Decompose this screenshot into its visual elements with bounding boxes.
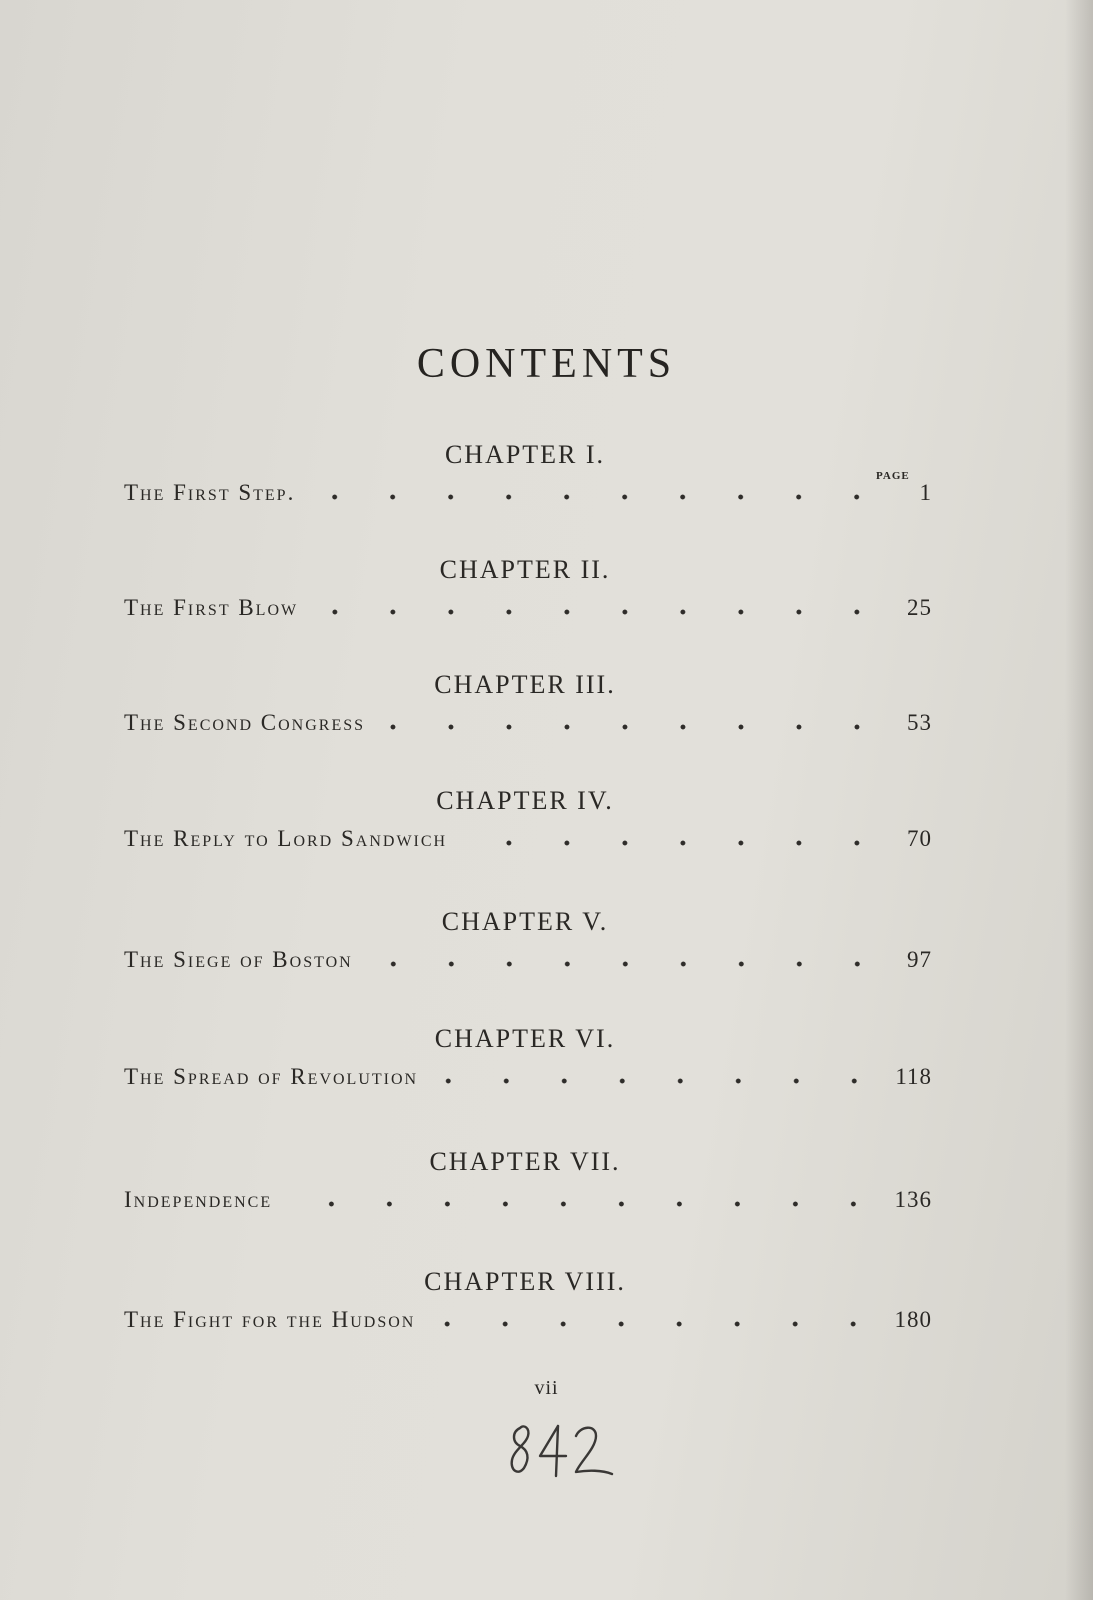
chapter-entry [0,670,1093,760]
dot-leader [438,1078,883,1084]
dot-leader [292,1201,882,1207]
page-folio: vii [534,1377,559,1399]
toc-entry [124,1187,932,1221]
chapter-entry [0,440,1093,530]
toc-entry [124,1064,932,1098]
chapter-entry [0,1024,1093,1114]
dot-leader [318,609,886,615]
dot-leader [315,494,886,500]
entry-title: The Second Congress [124,710,366,735]
chapter-entry [0,786,1093,876]
dot-leader [385,724,886,730]
entry-page-number: 97 [907,947,932,972]
dot-leader [467,840,886,846]
chapter-heading: CHAPTER VI. [434,1024,616,1053]
entry-page-number: 136 [894,1187,932,1212]
chapter-entry [0,907,1093,997]
toc-entry [124,480,932,514]
chapter-heading: CHAPTER V. [441,907,609,936]
entry-title: The Fight for the Hudson [124,1307,416,1332]
chapter-heading: CHAPTER III. [434,670,616,699]
chapter-entry [0,1267,1093,1357]
toc-entry [124,826,932,860]
chapter-heading: CHAPTER IV. [436,786,614,815]
toc-entry [124,1307,932,1341]
dot-leader [435,1321,882,1327]
chapter-entry [0,1147,1093,1237]
entry-page-number: 180 [894,1307,932,1332]
entry-title: The First Blow [124,595,299,620]
entry-title: Independence [124,1187,273,1212]
entry-title: The Spread of Revolution [124,1064,419,1089]
handwritten-number-842 [510,1422,620,1482]
toc-entry [124,595,932,629]
entry-page-number: 118 [895,1064,932,1089]
chapter-heading: CHAPTER VIII. [424,1267,626,1296]
chapter-heading: CHAPTER I. [444,440,606,469]
entry-page-number: 70 [907,826,932,851]
entry-page-number: 25 [907,595,932,620]
page-column-label: PAGE [876,470,910,482]
entry-page-number: 53 [907,710,932,735]
chapter-heading: CHAPTER II. [439,555,611,584]
toc-entry [124,947,932,981]
entry-page-number: 1 [919,480,932,505]
toc-entry [124,710,932,744]
chapter-heading: CHAPTER VII. [429,1147,621,1176]
entry-title: The Siege of Boston [124,947,353,972]
chapter-entry [0,555,1093,645]
contents-title: CONTENTS [416,341,677,387]
entry-title: The Reply to Lord Sandwich [124,826,448,851]
dot-leader [373,961,886,967]
entry-title: The First Step. [124,480,296,505]
